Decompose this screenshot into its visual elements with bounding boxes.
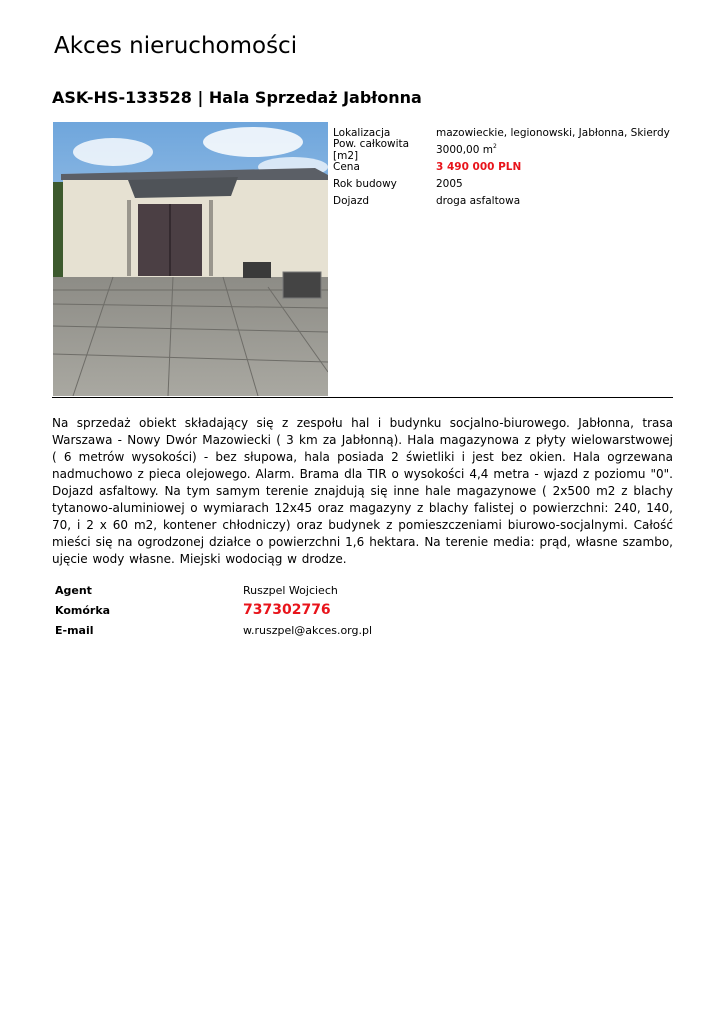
param-area-label: Pow. całkowita [m2]	[333, 137, 410, 162]
contact-mobile-label: Komórka	[55, 603, 111, 617]
param-access-label: Dojazd	[333, 194, 370, 207]
param-year	[333, 175, 670, 192]
contact-agent-label: Agent	[55, 583, 92, 597]
listing-title: ASK-HS-133528 | Hala Sprzedaż Jabłonna	[52, 88, 422, 107]
param-location-value: mazowieckie, legionowski, Jabłonna, Skierdy	[436, 126, 670, 139]
brand-title: Akces nieruchomości	[54, 33, 298, 59]
param-area-number: 3000,00 m	[436, 143, 493, 156]
section-divider	[52, 397, 673, 398]
param-year-label: Rok budowy	[333, 177, 397, 190]
contact-agent-value: Ruszpel Wojciech	[243, 583, 338, 597]
param-year-value: 2005	[436, 177, 463, 190]
contact-email-value[interactable]: w.ruszpel@akces.org.pl	[243, 623, 373, 637]
agent-contact	[55, 580, 372, 640]
param-access-value: droga asfaltowa	[436, 194, 521, 207]
param-location-label: Lokalizacja	[333, 126, 391, 139]
param-access	[333, 192, 670, 209]
property-photo	[53, 122, 328, 396]
contact-mobile-value[interactable]: 737302776	[243, 602, 331, 618]
contact-agent	[55, 580, 372, 600]
contact-email	[55, 620, 372, 640]
param-price-value: 3 490 000 PLN	[436, 160, 522, 173]
contact-mobile	[55, 600, 372, 620]
property-params	[333, 124, 670, 209]
param-area	[333, 137, 670, 162]
contact-email-label: E-mail	[55, 623, 94, 637]
param-area-value	[436, 144, 497, 156]
listing-description: Na sprzedaż obiekt składający się z zespołu hal i budynku socjalno-biurowego. Jabłonna, trasa Warszawa - Nowy Dwór Mazowiecki ( 3 km za Jabłonną). Hala magazynowa z płyty wielowarstwowej ( 6 metrów wysokości) - bez słupowa, hala posiada 2 świetliki i jest bez okien. Hala ogrzewana nadmuchowo z pieca olejowego. Alarm. Brama dla TIR o wysokości 4,4 metra - wjazd z poziomu "0". Dojazd asfaltowy. Na tym samym terenie znajdują się inne hale magazynowe ( 2x500 m2 z blachy tytanowo-aluminiowej o wymiarach 12x45 oraz magazyny z blachy falistej o powierzchni: 240, 140, 70, i 2 x 60 m2, kontener chłodniczy) oraz budynek z pomieszczeniami biurowo-socjalnymi. Całość mieści się na ogrodzonej działce o powierzchni 1,6 hektara. Na terenie media: prąd, własne szambo, ujęcie wody własne. Miejski wodociąg w drodze.	[52, 416, 673, 566]
param-price-label: Cena	[333, 160, 360, 173]
param-area-unit-exponent: 2	[493, 142, 497, 150]
param-price	[333, 158, 670, 175]
